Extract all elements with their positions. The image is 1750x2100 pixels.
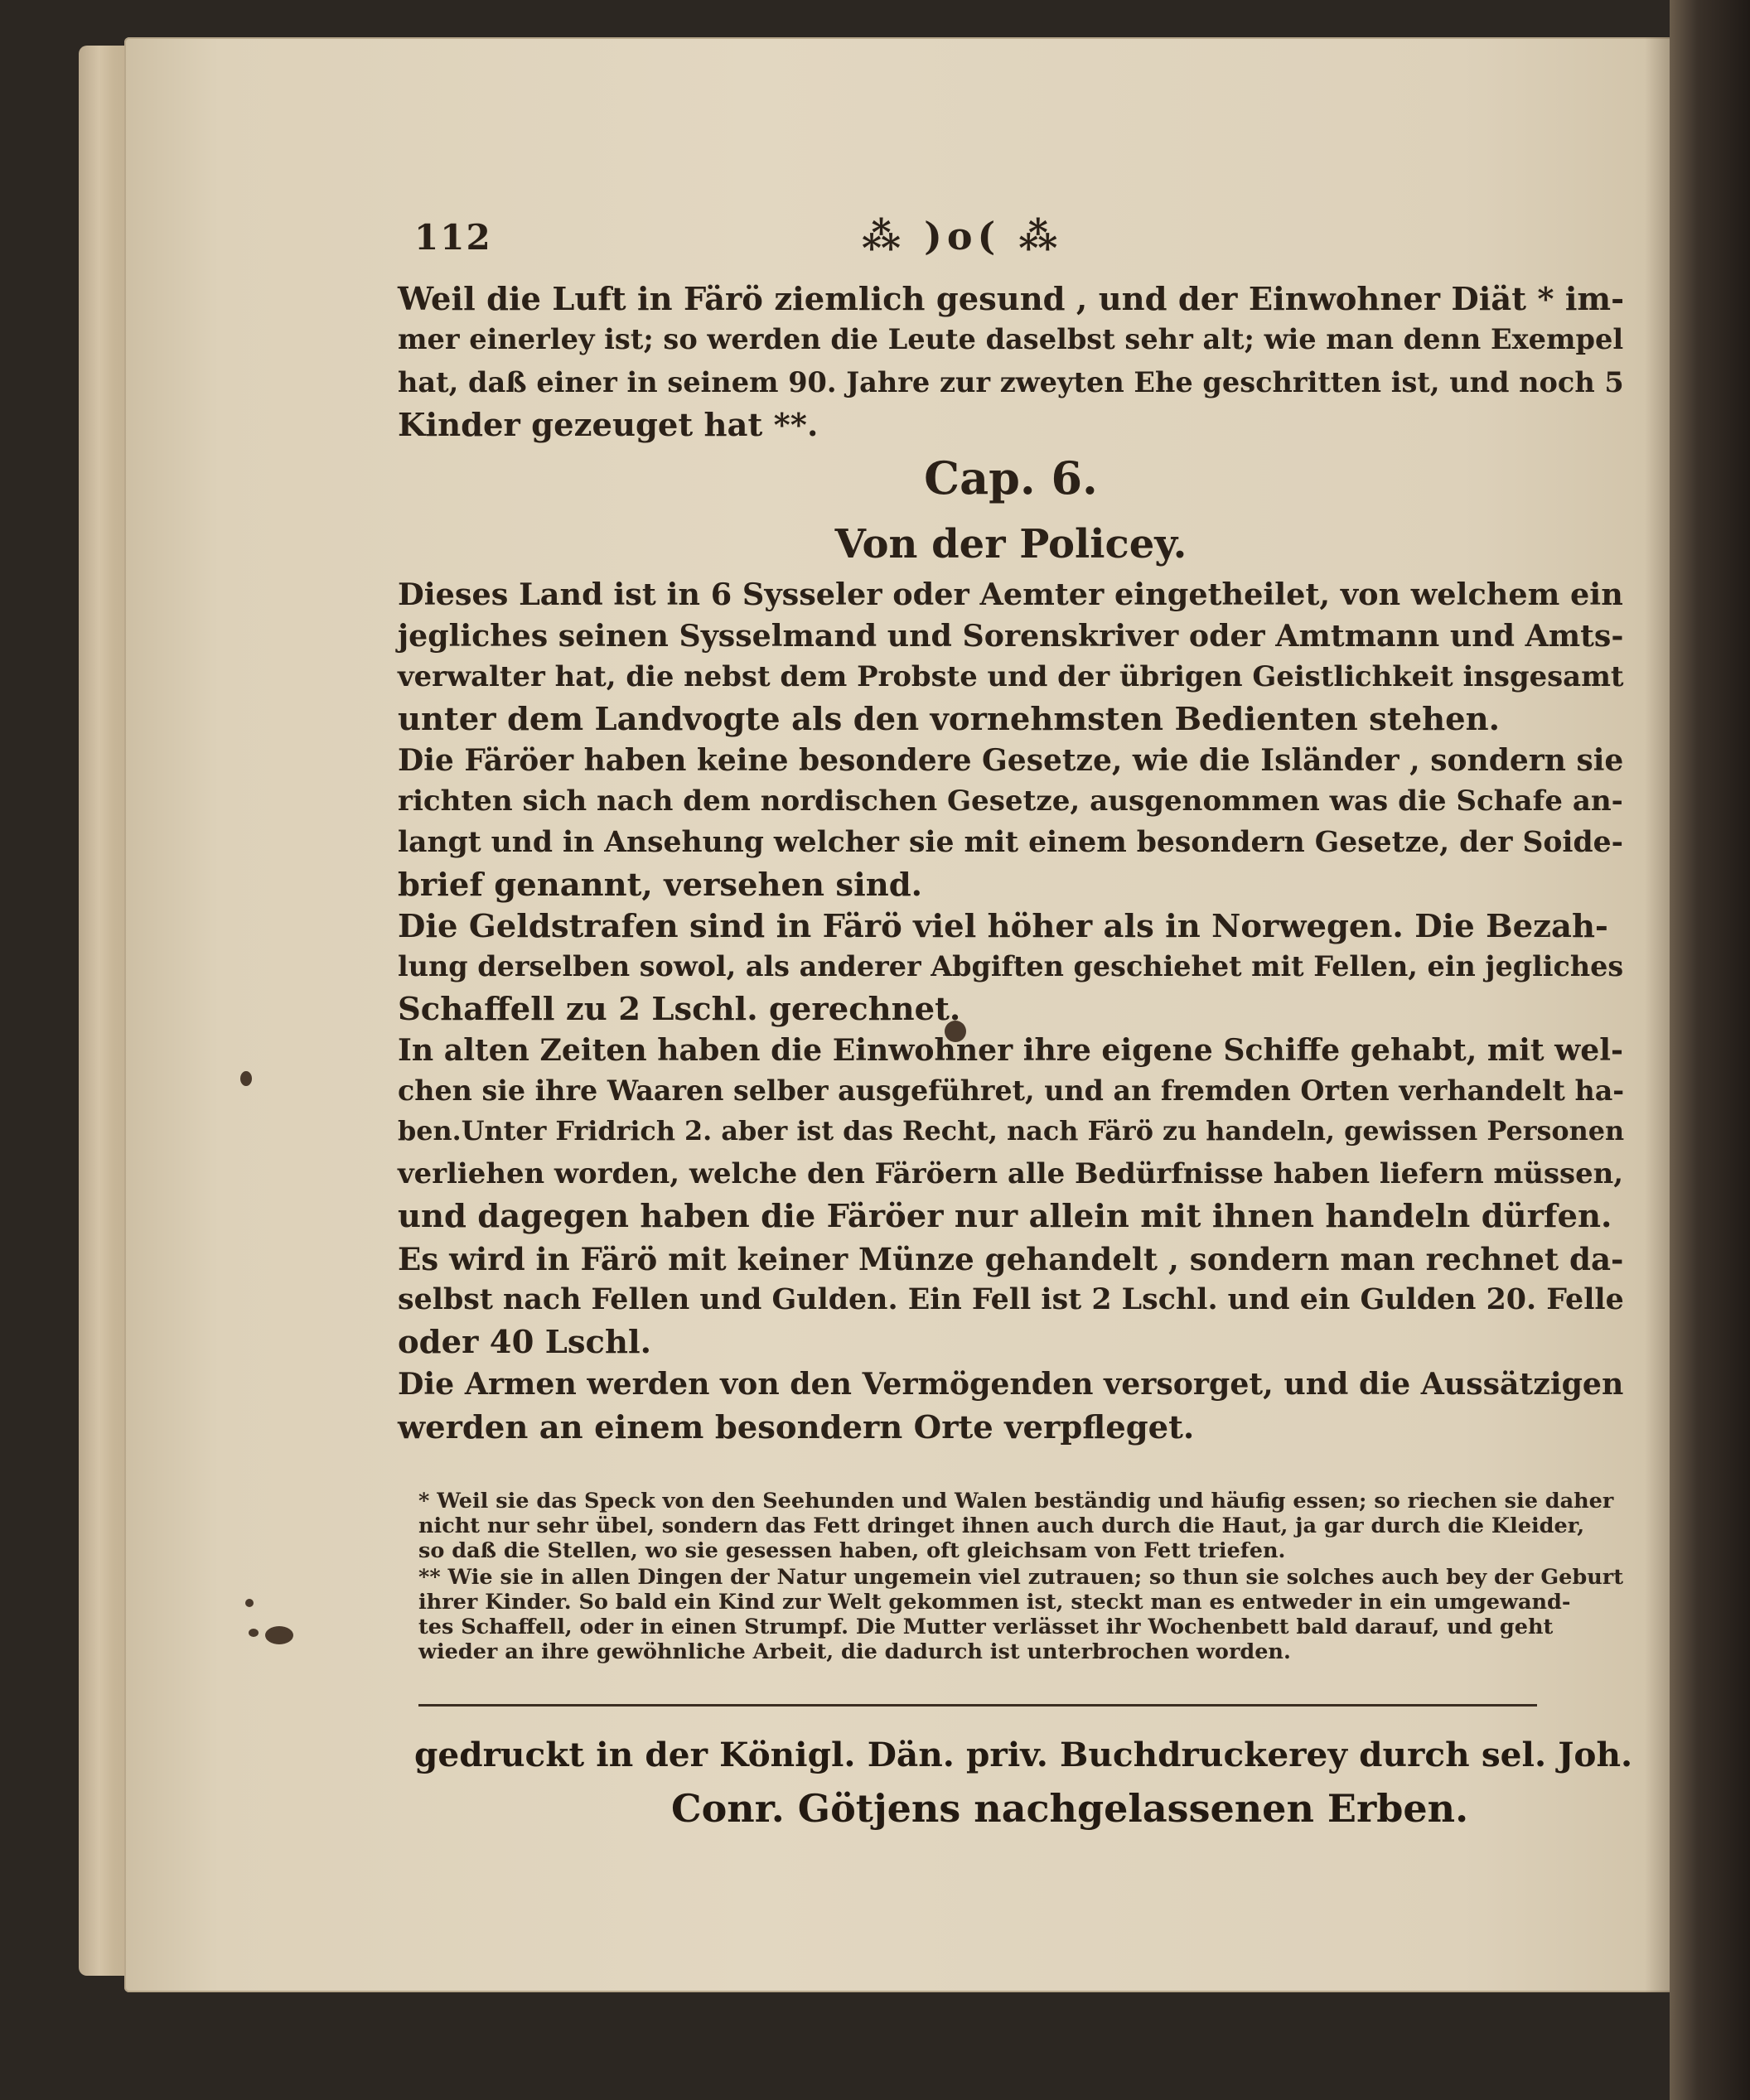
text-line: ben.Unter Fridrich 2. aber ist das Recht, nach Färö zu handeln, gewissen Personen	[398, 1115, 1625, 1147]
text-line: Die Armen werden von den Vermögenden versorget, und die Aussätzigen	[398, 1366, 1624, 1402]
header-ornament: ⁂ )o( ⁂	[862, 214, 1063, 258]
text-line: Weil die Luft in Färö ziemlich gesund , und der Einwohner Diät * im-	[398, 281, 1625, 318]
text-line: mer einerley ist; so werden die Leute daselbst sehr alt; wie man denn Exempel	[398, 322, 1624, 355]
footnote-line: * Weil sie das Speck von den Seehunden und Walen beständig und häufig essen; so riechen sie daher	[418, 1489, 1614, 1513]
running-header	[414, 214, 1657, 267]
text-line: chen sie ihre Waaren selber ausgeführet, und an fremden Orten verhandelt ha-	[398, 1074, 1625, 1107]
colophon-line: Conr. Götjens nachgelassenen Erben.	[671, 1786, 1469, 1831]
text-line: und dagegen haben die Färöer nur allein mit ihnen handeln dürfen.	[398, 1198, 1612, 1235]
footnote-line: tes Schaffell, oder in einen Strumpf. Die Mutter verlässet ihr Wochenbett bald darauf, und geht	[418, 1615, 1554, 1639]
text-line: Kinder gezeuget hat **.	[398, 407, 819, 444]
text-line: Die Geldstrafen sind in Färö viel höher als in Norwegen. Die Bezah-	[398, 908, 1608, 945]
footnote-line: nicht nur sehr übel, sondern das Fett dringet ihnen auch durch die Haut, ja gar durch die Kleider,	[418, 1513, 1585, 1538]
text-line: In alten Zeiten haben die Einwohner ihre eigene Schiffe gehabt, mit wel-	[398, 1032, 1624, 1068]
text-line: werden an einem besondern Orte verpfleget.	[398, 1409, 1195, 1446]
text-line: selbst nach Fellen und Gulden. Ein Fell ist 2 Lschl. und ein Gulden 20. Felle	[398, 1282, 1624, 1316]
ink-stain	[240, 1071, 252, 1086]
text-line: hat, daß einer in seinem 90. Jahre zur zweyten Ehe geschritten ist, und noch 5	[398, 365, 1624, 398]
text-line: oder 40 Lschl.	[398, 1324, 651, 1361]
footnote-line: so daß die Stellen, wo sie gesessen haben, oft gleichsam von Fett triefen.	[418, 1538, 1286, 1563]
text-line: Dieses Land ist in 6 Sysseler oder Aemter eingetheilet, von welchem ein	[398, 577, 1623, 612]
section-title: Von der Policey.	[834, 521, 1187, 567]
text-line: Es wird in Färö mit keiner Münze gehandelt , sondern man rechnet da-	[398, 1241, 1624, 1277]
text-line: Die Färöer haben keine besondere Gesetze, wie die Isländer , sondern sie	[398, 743, 1624, 778]
footnote-line: ** Wie sie in allen Dingen der Natur ungemein viel zutrauen; so thun sie solches auch bey der Geburt	[418, 1565, 1623, 1590]
text-line: richten sich nach dem nordischen Gesetze, ausgenommen was die Schafe an-	[398, 784, 1623, 818]
chapter-title: Cap. 6.	[924, 451, 1098, 504]
ink-stain	[265, 1626, 293, 1644]
page-number: 112	[414, 217, 492, 258]
ink-stain	[249, 1629, 259, 1637]
text-line: verwalter hat, die nebst dem Probste und der übrigen Geistlichkeit insgesamt	[398, 659, 1624, 693]
book-gutter	[1670, 0, 1750, 2100]
text-line: unter dem Landvogte als den vornehmsten Bedienten stehen.	[398, 701, 1501, 738]
text-line: jegliches seinen Sysselmand und Sorenskriver oder Amtmann und Amts-	[398, 618, 1624, 654]
ink-stain	[245, 1599, 254, 1607]
text-line: lung derselben sowol, als anderer Abgiften geschiehet mit Fellen, ein jegliches	[398, 950, 1624, 982]
footnote-line: wieder an ihre gewöhnliche Arbeit, die dadurch ist unterbrochen worden.	[418, 1639, 1291, 1664]
text-line: brief genannt, versehen sind.	[398, 867, 923, 904]
text-line: langt und in Ansehung welcher sie mit einem besondern Gesetze, der Soide-	[398, 826, 1623, 859]
colophon-line: gedruckt in der Königl. Dän. priv. Buchdruckerey durch sel. Joh.	[414, 1735, 1633, 1774]
text-line: Schaffell zu 2 Lschl. gerechnet.	[398, 991, 961, 1028]
text-line: verliehen worden, welche den Färöern alle Bedürfnisse haben liefern müssen,	[398, 1156, 1624, 1190]
footnote-line: ihrer Kinder. So bald ein Kind zur Welt gekommen ist, steckt man es entweder in ein umgewand-	[418, 1590, 1571, 1615]
footnote-rule	[418, 1704, 1537, 1707]
